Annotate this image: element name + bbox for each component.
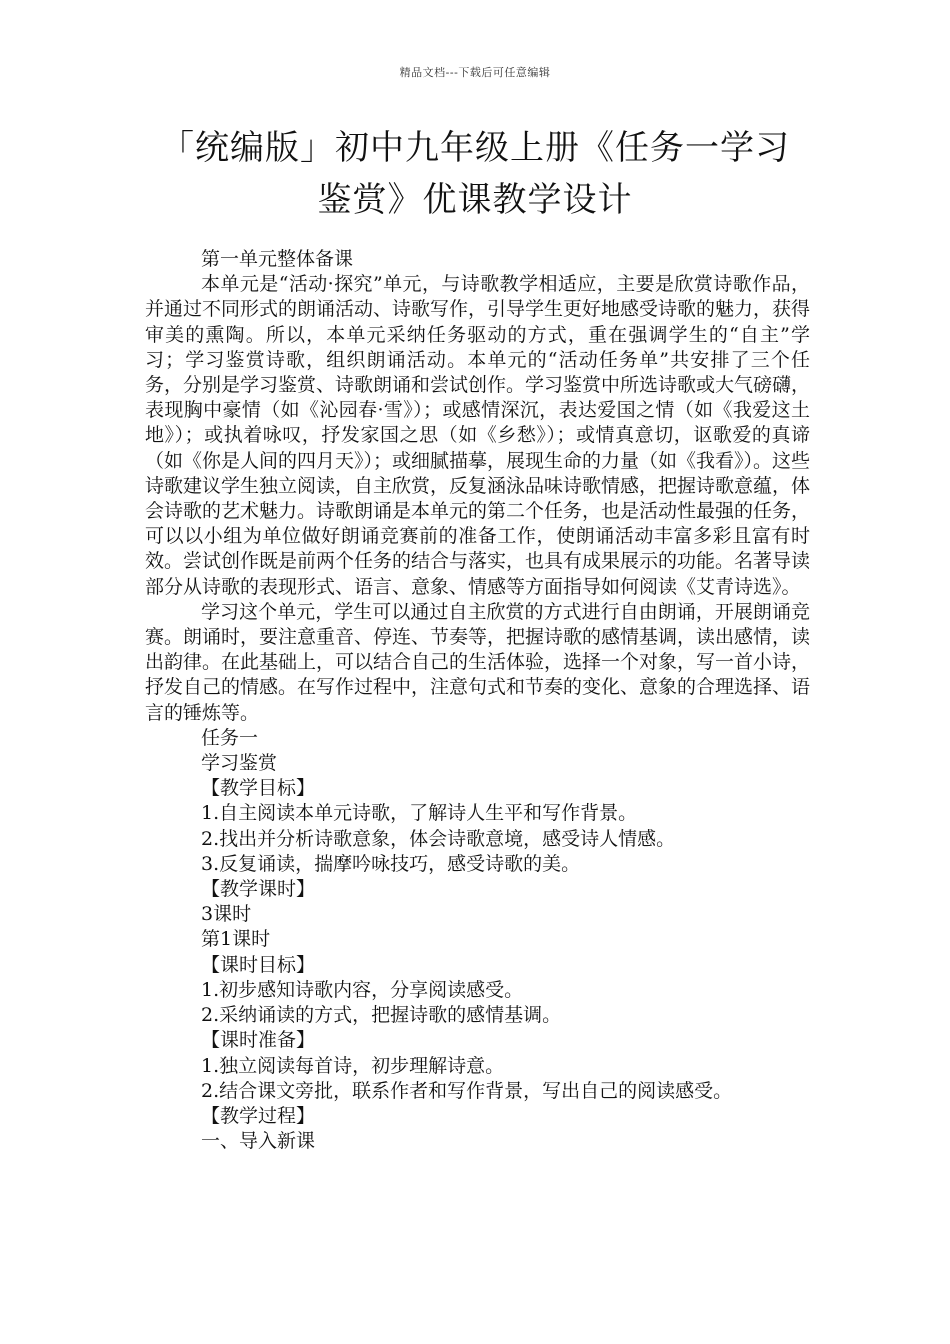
goal-item: 3.反复诵读，揣摩吟咏技巧，感受诗歌的美。 (201, 852, 581, 875)
process-step: 一、导入新课 (201, 1130, 316, 1153)
heading-class-hours: 【教学课时】 (201, 878, 316, 901)
prep-item: 2.结合课文旁批，联系作者和写作背景，写出自己的阅读感受。 (201, 1079, 733, 1102)
lesson-number: 第1课时 (201, 928, 271, 951)
document-body (145, 247, 810, 1154)
goal-item: 2.找出并分析诗歌意象，体会诗歌意境，感受诗人情感。 (201, 827, 676, 850)
prep-item: 1.独立阅读每首诗，初步理解诗意。 (201, 1054, 505, 1077)
document-title: 「统编版」初中九年级上册《任务一学习鉴赏》优课教学设计 (160, 128, 790, 220)
heading-teaching-process: 【教学过程】 (201, 1104, 316, 1127)
section-heading: 第一单元整体备课 (201, 248, 354, 270)
task-name: 学习鉴赏 (201, 752, 278, 775)
lesson-goal-item: 1.初步感知诗歌内容，分享阅读感受。 (201, 978, 524, 1001)
lesson-goal-item: 2.采纳诵读的方式，把握诗歌的感情基调。 (201, 1004, 562, 1027)
paragraph-unit-overview: 本单元是“活动·探究”单元，与诗歌教学相适应，主要是欣赏诗歌作品，并通过不同形式的朗诵活动、诗歌写作，引导学生更好地感受诗歌的魅力，获得审美的熏陶。所以，本单元采纳任务驱动的方式，重在强调学生的“自主”学习；学习鉴赏诗歌，组织朗诵活动。本单元的“活动任务单”共安排了三个任务，分别是学习鉴赏、诗歌朗诵和尝试创作。学习鉴赏中所选诗歌或大气磅礴，表现胸中豪情（如《沁园春·雪》）；或感情深沉，表达爱国之情（如《我爱这土地》）；或执着咏叹，抒发家国之思（如《乡愁》）；或情真意切，讴歌爱的真谛（如《你是人间的四月天》）；或细腻描摹，展现生命的力量（如《我看》）。这些诗歌建议学生独立阅读，自主欣赏，反复涵泳品味诗歌情感，把握诗歌意蕴，体会诗歌的艺术魅力。诗歌朗诵是本单元的第二个任务，也是活动性最强的任务，可以以小组为单位做好朗诵竞赛前的准备工作，使朗诵活动丰富多彩且富有时效。尝试创作既是前两个任务的结合与落实，也具有成果展示的功能。名著导读部分从诗歌的表现形式、语言、意象、情感等方面指导如何阅读《艾青诗选》。 (145, 273, 811, 598)
header-note: 精品文档---下载后可任意编辑 (399, 66, 551, 79)
heading-lesson-prep: 【课时准备】 (201, 1029, 316, 1052)
heading-teaching-goals: 【教学目标】 (201, 777, 316, 800)
goal-item: 1.自主阅读本单元诗歌，了解诗人生平和写作背景。 (201, 802, 638, 825)
task-label: 任务一 (201, 726, 259, 749)
heading-lesson-goals: 【课时目标】 (201, 953, 316, 976)
paragraph-learning-approach: 学习这个单元，学生可以通过自主欣赏的方式进行自由朗诵，开展朗诵竞赛。朗诵时，要注意重音、停连、节奏等，把握诗歌的感情基调，读出感情，读出韵律。在此基础上，可以结合自己的生活体验，选择一个对象，写一首小诗，抒发自己的情感。在写作过程中，注意句式和节奏的变化、意象的合理选择、语言的锤炼等。 (145, 600, 811, 724)
class-hours-value: 3课时 (201, 903, 252, 926)
